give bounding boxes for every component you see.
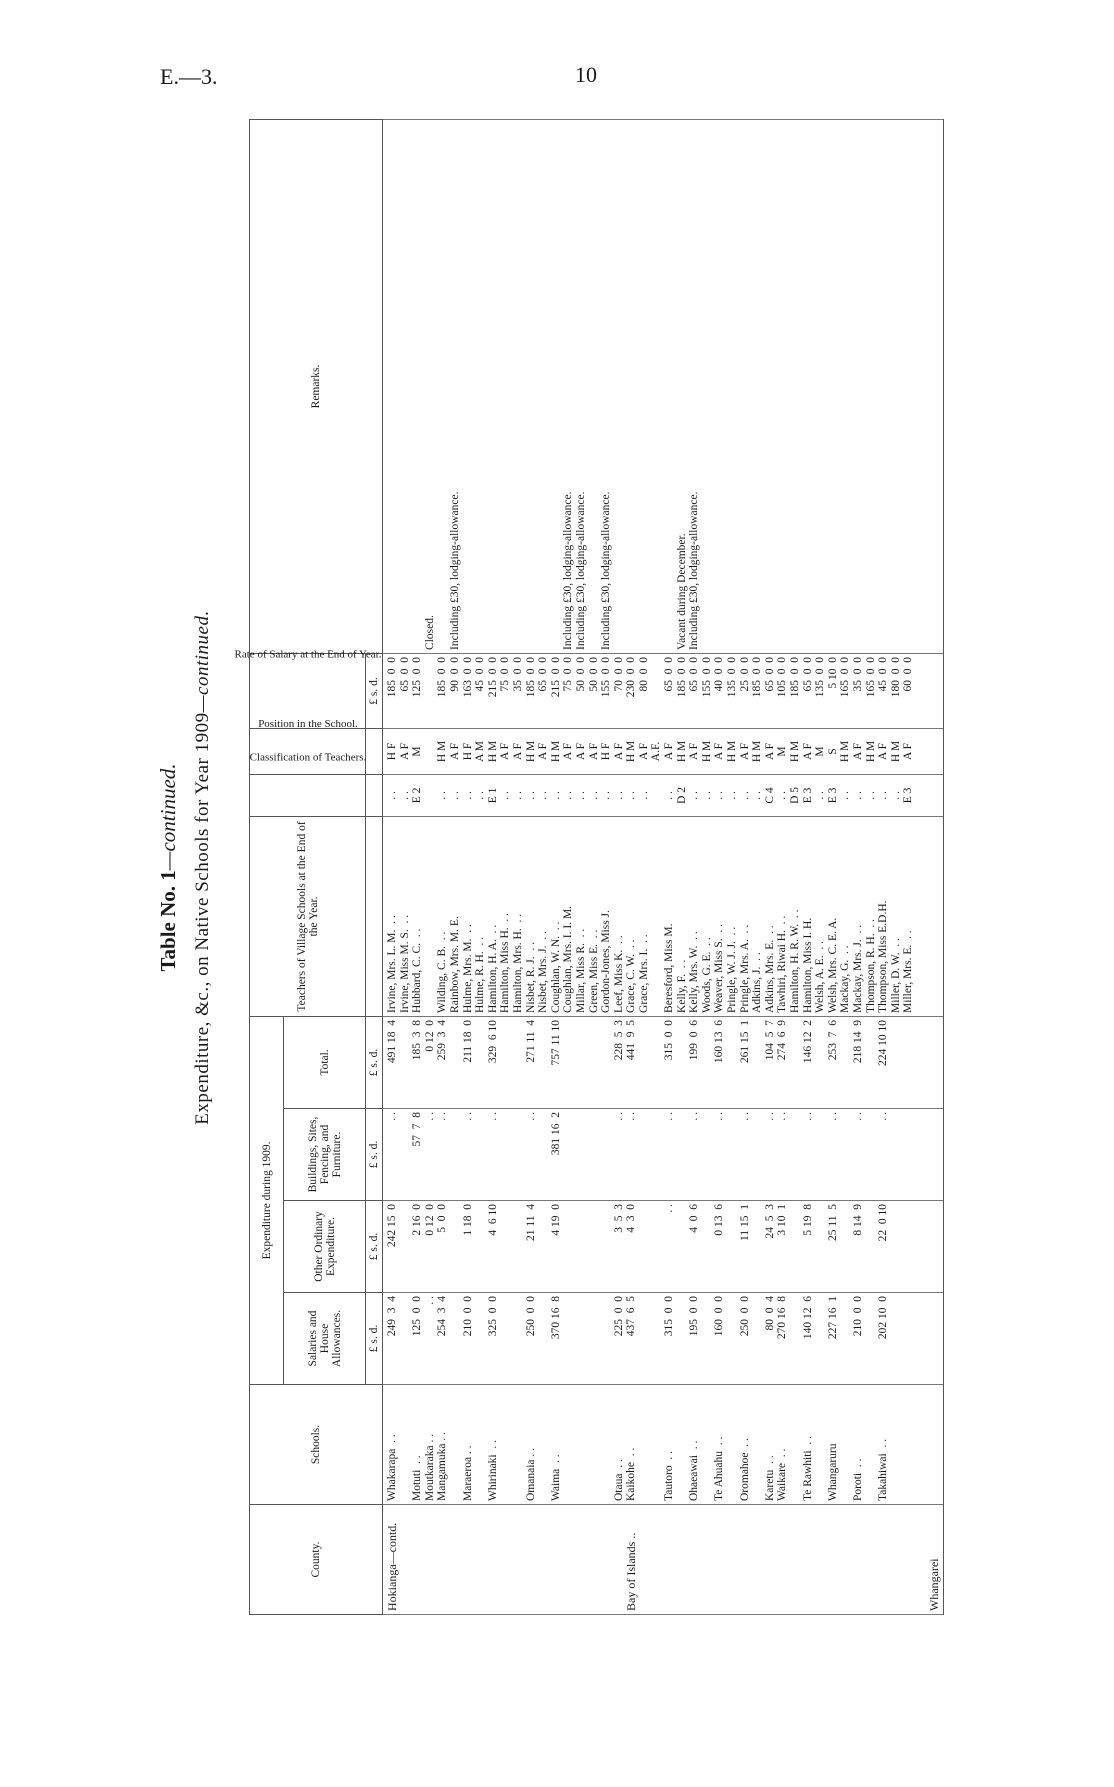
expenditure-table bbox=[234, 119, 944, 1615]
table-subtitle bbox=[192, 120, 214, 1615]
county-header: County. bbox=[250, 1505, 383, 1615]
schools-column: Whakarapa . . Motuti . . Moutkaraka . . Mangamuka . . Maraeroa . . Whirinaki . . Omanaia . . Waima . . Otaua . . Kaikohe . . Tautoro . . Ohaeawai . . Te Ahuahu . . Oromahoe . . Karetu . . Waikare . . Te Rawhiti . . Whangaruru Poroti . . Takahiwai . . bbox=[383, 1385, 944, 1505]
salaries-header: Salaries and House Allowances. bbox=[284, 1293, 366, 1385]
table-title-text: Table No. 1 bbox=[156, 870, 180, 972]
rate-units: £ s. d. bbox=[366, 653, 383, 728]
other-units: £ s. d. bbox=[366, 1201, 383, 1293]
salaries-units: £ s. d. bbox=[366, 1293, 383, 1385]
teachers-column: Irvine, Mrs. L. M. . . Irvine, Miss M. S. . . Hubbard, C. C. . . Wilding, C. B. . . Rainbow, Mrs. M. E. Hulme, Mrs. M. . . Hulme, R. H. . . Hamilton, H. A. . . Hamilton, Miss H. . . Hamilton, Mrs. H. . . Nisbet, R. J. . . Nisbet, Mrs. J. . . Coughlan, W. N. . . Coughlan, Mrs. I. I. M. Millar, Miss R. . . Green, Miss E. . . Gordon-Jones, Miss J. Leef, Miss K. . . Grace, C. W. . . Grace, Mrs. I. . . Beresford, Miss M. Kelly, F. . . Kelly, Mrs. W. . . Woods, G. E. . . Weaver, Miss S. . . Pringle, W. J. J. . . Pringle, Mrs. A. . . Adkins, J. . . Adkins, Mrs. E. . . Tawhiri, Riwai H. . . Hamilton, H. R. W. . . Hamilton, Miss I. H. Welsh, A. E. . . Welsh, Mrs. C. E. A. Mackay, G. . . Mackay, Mrs. J. . . Thompson, R. H. . . Thompson, Miss E.D.H. Miller, D. W. . . Miller, Mrs. E. . . bbox=[383, 816, 944, 1016]
teachers-units-blank bbox=[366, 816, 383, 1016]
classification-units-blank bbox=[366, 774, 383, 816]
total-column: 491 18 4 185 3 8 0 12 0 259 3 4 211 18 0 329 6 10 271 11 4 757 11 10 228 5 3 441 9 5 315 0 0 199 0 6 160 13 6 261 15 1 104 5 7 274 6 9 146 12 2 253 7 6 218 14 9 224 10 10 bbox=[383, 1016, 944, 1108]
table-title bbox=[156, 120, 181, 1615]
total-units: £ s. d. bbox=[366, 1016, 383, 1108]
page-left-header: E.—3. bbox=[160, 64, 218, 89]
table-body-row bbox=[383, 119, 944, 1614]
rate-column: 185 0 0 65 0 0 125 0 0 185 0 0 90 0 0 163 0 0 45 0 0 215 0 0 75 0 0 35 0 0 185 0 0 65 0 0 215 0 0 75 0 0 50 0 0 50 0 0 155 0 0 70 0 0 230 0 0 80 0 0 65 0 0 185 0 0 65 0 0 155 0 0 40 0 0 135 0 0 25 0 0 185 0 0 65 0 0 105 0 0 185 0 0 65 0 0 135 0 0 5 10 0 165 0 0 35 0 0 165 0 0 45 0 0 180 0 0 60 0 0 bbox=[383, 653, 944, 728]
teachers-header: Teachers of Village Schools at the End of the Year. bbox=[250, 816, 366, 1016]
classification-column: . . . . E 2 . . . . . . . . E 1 . . . . . . . . . . . . . . . . . . . . . . . . . . D 2 . . . . . . . . . . . . C 4 . . D 5 E 3 . . E 3 . . . . . . . . . . E 3 bbox=[383, 774, 944, 816]
buildings-column: . . 57 7 8 . . . . . . . . . . 381 16 2 . . . . . . . . . . . . . . . . . . . . . . . . bbox=[383, 1109, 944, 1201]
salaries-column: 249 3 4 125 0 0 . . 254 3 4 210 0 0 325 0 0 250 0 0 370 16 8 225 0 0 437 6 5 315 0 0 195 0 0 160 0 0 250 0 0 80 0 4 270 16 8 140 12 6 227 16 1 210 0 0 202 10 0 bbox=[383, 1293, 944, 1385]
total-header: Total. bbox=[284, 1016, 366, 1108]
remarks-column: Closed. Including £30, lodging-allowance. Including £30, lodging-allowance. Including £30, lodging-allowance. Including £30, lodging-allowance. Vacant during December. Including £30, lodging-allowance. bbox=[383, 119, 944, 653]
county-column: Hokianga—contd. Bay of Islands .. Whangarei bbox=[383, 1505, 944, 1615]
position-header-text: Position in the School. bbox=[257, 718, 358, 731]
table-title-suffix: —continued. bbox=[156, 763, 180, 871]
page-number: 10 bbox=[575, 62, 597, 87]
rotated-table-block bbox=[144, 120, 1069, 1615]
table-caption bbox=[144, 120, 249, 1615]
position-column: H F A F M H M A F H F A M H M A F A F H M A F H M A F A F A F H F A F H M A F A.F. A F H M A F H M A F H M A F H M A F M H M A F M S H M A F H M A F H M A F bbox=[383, 728, 944, 774]
rate-header-text: Rate of Salary at the End of Year. bbox=[234, 648, 381, 661]
classification-header bbox=[249, 751, 366, 816]
classification-header-text: Classification of Teachers. bbox=[249, 751, 366, 764]
remarks-header: Remarks. bbox=[250, 119, 383, 653]
buildings-header: Buildings, Sites, Fencing, and Furniture. bbox=[284, 1109, 366, 1201]
position-units-blank bbox=[366, 728, 383, 774]
other-expenditure-column: 242 15 0 2 16 0 0 12 0 5 0 0 1 18 0 4 6 10 21 11 4 4 19 0 3 5 3 4 3 0 . . 4 0 6 0 13 6 11 15 1 24 5 3 3 10 1 5 19 8 25 11 5 8 14 9 22 0 10 bbox=[383, 1201, 944, 1293]
table-subtitle-suffix: —continued. bbox=[192, 610, 213, 713]
buildings-units: £ s. d. bbox=[366, 1109, 383, 1201]
schools-header: Schools. bbox=[250, 1385, 383, 1505]
table-subtitle-text: Expenditure, &c., on Native Schools for Year 1909 bbox=[192, 712, 213, 1125]
expenditure-group-header: Expenditure during 1909. bbox=[250, 1016, 284, 1384]
other-expenditure-header: Other Ordinary Expenditure. bbox=[284, 1201, 366, 1293]
